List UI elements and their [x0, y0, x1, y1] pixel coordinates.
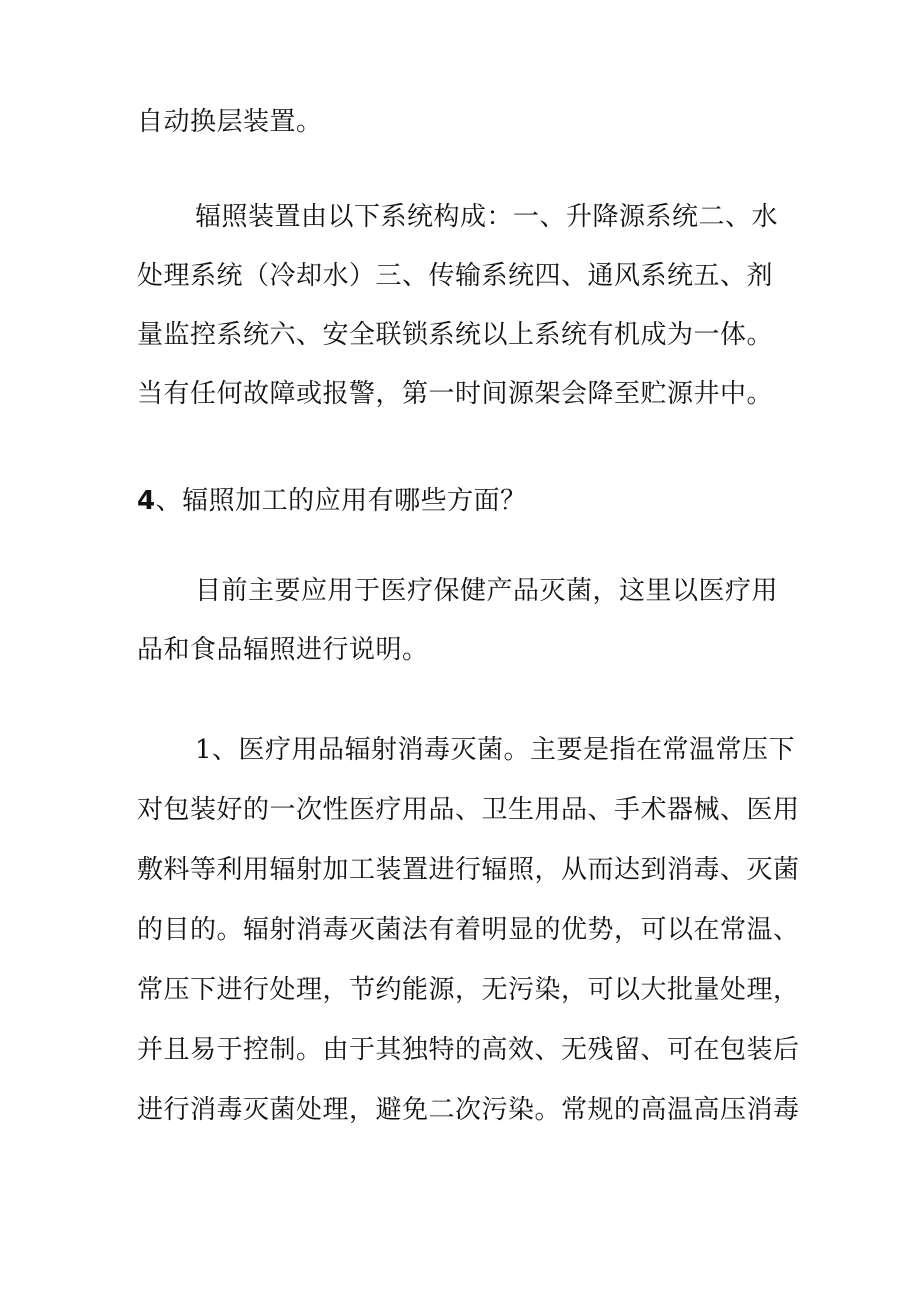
- paragraph-line: 辐照装置由以下系统构成：一、升降源系统二、水: [195, 202, 779, 232]
- paragraph-line: 对包装好的一次性医疗用品、卫生用品、手术器械、医用: [137, 795, 800, 825]
- paragraph-line: 并且易于控制。由于其独特的高效、无残留、可在包装后: [137, 1035, 800, 1065]
- heading-text: 、辐照加工的应用有哪些方面？: [155, 486, 527, 516]
- paragraph-line: 当有任何故障或报警，第一时间源架会降至贮源井中。: [137, 379, 774, 409]
- section-heading: [137, 484, 527, 518]
- paragraph-line: 自动换层装置。: [137, 107, 323, 137]
- paragraph-line: 进行消毒灭菌处理，避免二次污染。常规的高温高压消毒: [137, 1095, 800, 1125]
- heading-number: 4: [137, 486, 156, 516]
- paragraph-line: 量监控系统六、安全联锁系统以上系统有机成为一体。: [137, 320, 774, 350]
- paragraph-line: 目前主要应用于医疗保健产品灭菌，这里以医疗用: [195, 576, 779, 606]
- paragraph-line: 处理系统（冷却水）三、传输系统四、通风系统五、剂: [137, 261, 774, 291]
- paragraph-line: 常压下进行处理，节约能源，无污染，可以大批量处理，: [137, 975, 800, 1005]
- paragraph-line: 敷料等利用辐射加工装置进行辐照，从而达到消毒、灭菌: [137, 855, 800, 885]
- paragraph-line: 的目的。辐射消毒灭菌法有着明显的优势，可以在常温、: [137, 915, 800, 945]
- paragraph-line: 1、医疗用品辐射消毒灭菌。主要是指在常温常压下: [195, 735, 796, 765]
- paragraph-line: 品和食品辐照进行说明。: [137, 635, 429, 665]
